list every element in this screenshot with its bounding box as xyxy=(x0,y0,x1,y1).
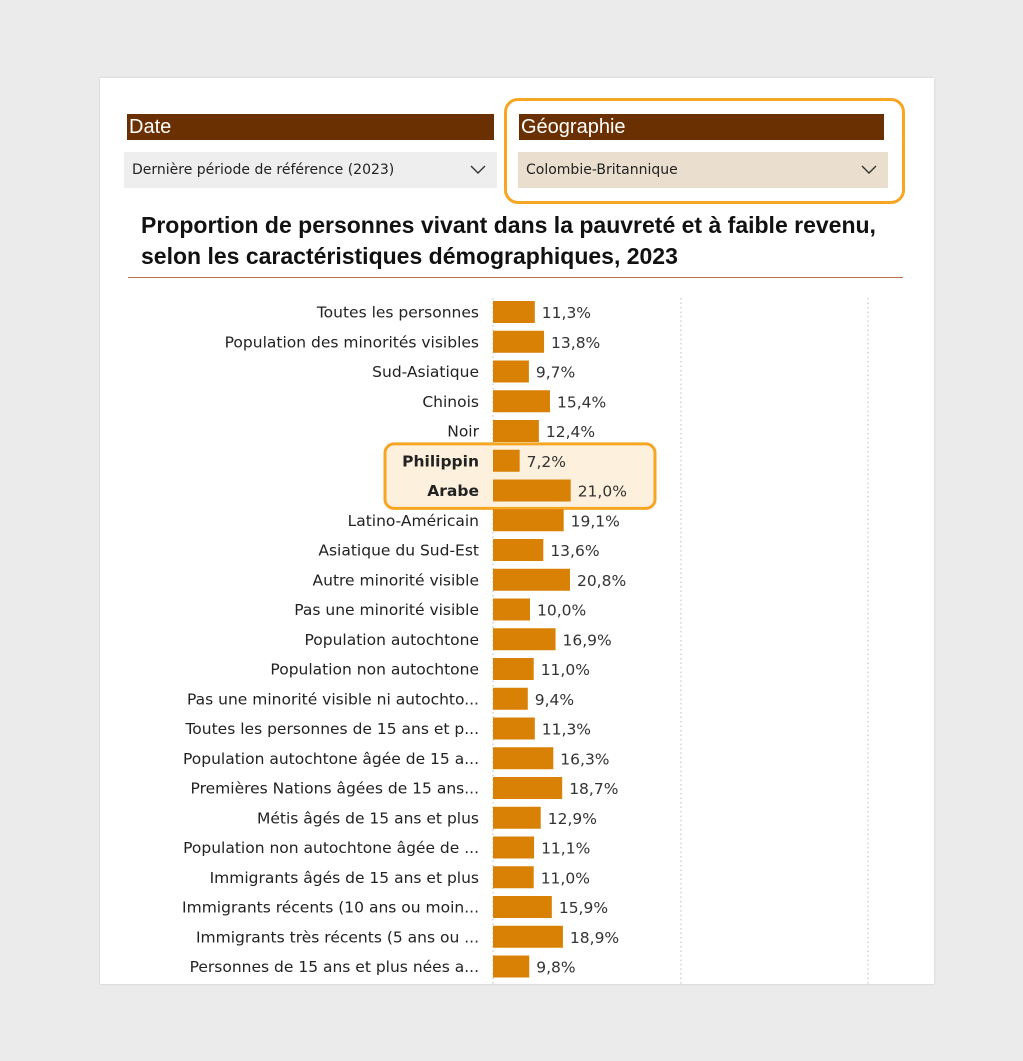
bar[interactable] xyxy=(493,331,544,353)
category-label: Pas une minorité visible ni autochto... xyxy=(186,690,479,709)
category-label: Immigrants récents (10 ans ou moin... xyxy=(182,898,479,917)
bar[interactable] xyxy=(493,539,543,561)
value-label: 19,1% xyxy=(570,512,620,531)
bar[interactable] xyxy=(493,837,534,859)
category-label: Immigrants très récents (5 ans ou ... xyxy=(195,928,479,947)
category-label: Immigrants âgés de 15 ans et plus xyxy=(209,868,479,887)
bar[interactable] xyxy=(493,361,529,383)
bar[interactable] xyxy=(493,599,530,621)
bar[interactable] xyxy=(493,807,541,829)
category-label: Noir xyxy=(447,422,479,441)
category-label: Philippin xyxy=(402,452,479,471)
bar[interactable] xyxy=(493,688,528,710)
category-label: Autre minorité visible xyxy=(312,571,479,590)
category-label: Population non autochtone âgée de ... xyxy=(183,839,479,857)
bar[interactable] xyxy=(493,658,534,680)
bar[interactable] xyxy=(493,569,570,591)
category-label: Chinois xyxy=(422,392,479,411)
value-label: 18,7% xyxy=(569,780,619,798)
category-label: Asiatique du Sud-Est xyxy=(318,541,479,560)
value-label: 10,0% xyxy=(537,601,587,620)
chart-title: Proportion de personnes vivant dans la pauvreté et à faible revenu, selon les caractéristiques démographiques, 2023 xyxy=(141,212,876,269)
bar[interactable] xyxy=(493,450,520,472)
bar[interactable] xyxy=(493,777,562,799)
value-label: 11,0% xyxy=(540,661,590,679)
category-label: Toutes les personnes xyxy=(316,303,479,322)
bar[interactable] xyxy=(493,628,556,650)
value-label: 18,9% xyxy=(569,928,620,947)
bar[interactable] xyxy=(493,718,535,740)
bar[interactable] xyxy=(493,956,529,978)
value-label: 12,4% xyxy=(545,423,596,441)
value-label: 11,1% xyxy=(541,839,591,858)
value-label: 7,2% xyxy=(526,452,567,471)
value-label: 13,8% xyxy=(551,333,601,352)
value-label: 21,0% xyxy=(577,482,627,501)
value-label: 9,4% xyxy=(534,690,575,709)
category-label: Sud-Asiatique xyxy=(372,363,479,381)
value-label: 11,3% xyxy=(541,720,592,739)
value-label: 16,3% xyxy=(560,750,610,769)
value-label: 15,9% xyxy=(558,899,609,917)
category-label: Population autochtone xyxy=(304,630,479,649)
bar[interactable] xyxy=(493,509,564,531)
value-label: 11,0% xyxy=(540,869,590,888)
bar[interactable] xyxy=(493,390,550,412)
value-label: 16,9% xyxy=(562,631,612,650)
value-label: 20,8% xyxy=(576,571,627,590)
bar[interactable] xyxy=(493,866,534,888)
value-label: 9,8% xyxy=(536,958,576,977)
geo-slicer-header: Géographie xyxy=(519,114,884,140)
value-label: 9,7% xyxy=(535,363,576,382)
category-label: Toutes les personnes de 15 ans et p... xyxy=(185,720,479,738)
value-label: 13,6% xyxy=(550,542,600,560)
bar[interactable] xyxy=(493,420,539,442)
bar[interactable] xyxy=(493,896,552,918)
category-label: Premières Nations âgées de 15 ans... xyxy=(190,779,479,798)
category-label: Pas une minorité visible xyxy=(294,601,479,619)
category-label: Population autochtone âgée de 15 a... xyxy=(182,749,479,768)
report-panel xyxy=(100,78,934,984)
category-label: Arabe xyxy=(427,482,479,500)
value-label: 11,3% xyxy=(541,304,592,322)
bar-chart xyxy=(100,78,934,984)
category-label: Population non autochtone xyxy=(270,660,479,679)
category-label: Métis âgés de 15 ans et plus xyxy=(256,809,479,828)
date-slicer-header: Date xyxy=(127,114,494,140)
bar[interactable] xyxy=(493,480,571,502)
date-slicer-value: Dernière période de référence (2023) xyxy=(132,162,395,178)
bar[interactable] xyxy=(493,301,535,323)
value-label: 15,4% xyxy=(556,393,607,412)
category-label: Latino-Américain xyxy=(347,511,479,530)
geo-slicer-value: Colombie-Britannique xyxy=(526,162,678,178)
bar[interactable] xyxy=(493,747,553,769)
category-label: Personnes de 15 ans et plus nées a... xyxy=(189,958,479,976)
category-label: Population des minorités visibles xyxy=(224,333,479,352)
value-label: 12,9% xyxy=(547,809,597,828)
bar[interactable] xyxy=(493,926,563,948)
